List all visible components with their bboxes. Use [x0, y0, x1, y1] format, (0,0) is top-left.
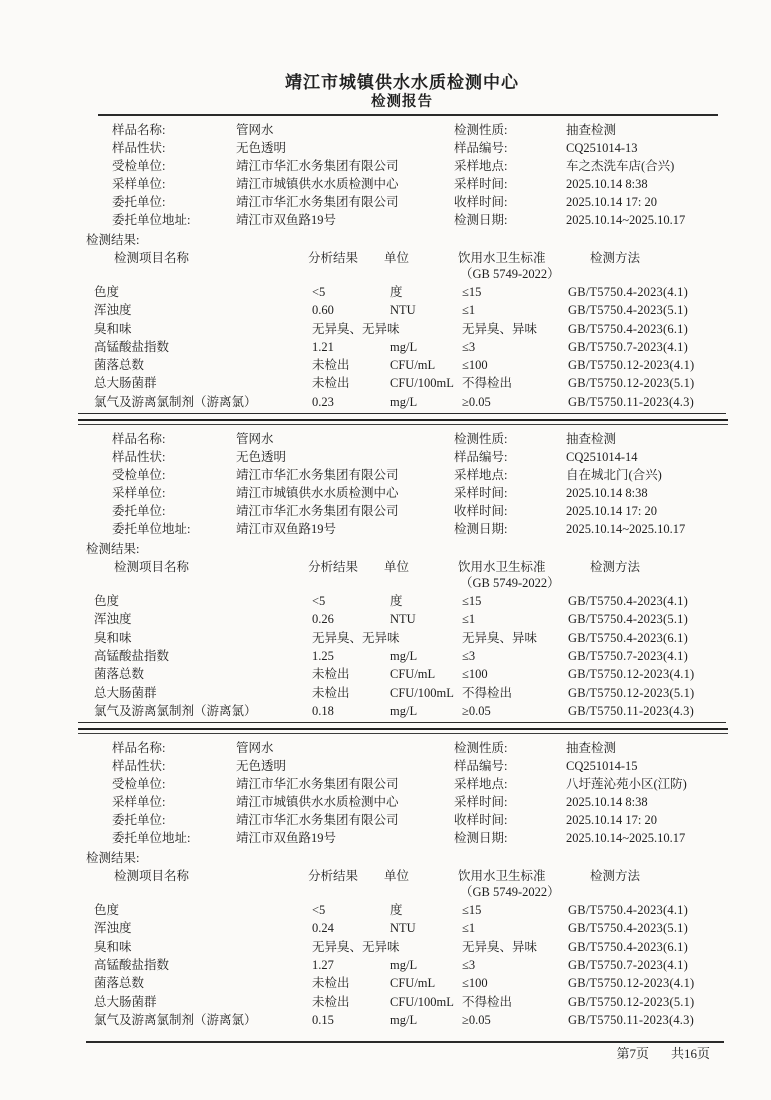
cell-method: GB/T5750.4-2023(5.1) — [568, 921, 688, 936]
cell-unit — [384, 320, 458, 338]
table-row — [86, 283, 718, 301]
footer-rule — [86, 1041, 724, 1043]
table-bottom-rule — [78, 413, 726, 414]
cell-unit: CFU/mL — [390, 667, 436, 682]
table-row — [86, 1011, 718, 1029]
table-row — [86, 974, 718, 992]
cell-standard: 无异臭、异味 — [462, 321, 538, 336]
table-row — [86, 684, 718, 702]
column-header: 饮用水卫生标准 — [458, 869, 546, 884]
info-value: 靖江市城镇供水水质检测中心 — [236, 177, 399, 191]
info-label: 检测性质: — [454, 432, 508, 447]
cell-item-name: 臭和味 — [94, 321, 132, 336]
results-table-header — [86, 558, 718, 576]
cell-standard: ≤3 — [462, 648, 476, 663]
cell-item-name: 菌落总数 — [94, 358, 145, 373]
cell-item-name: 色度 — [94, 903, 120, 918]
info-label: 采样地点: — [454, 468, 508, 483]
info-label: 样品性状: — [112, 450, 166, 465]
info-label: 检测性质: — [454, 741, 508, 756]
column-header: 检测方法 — [590, 251, 641, 265]
cell-method: GB/T5750.11-2023(4.3) — [568, 1012, 694, 1027]
info-label: 受检单位: — [112, 777, 166, 792]
table-row — [86, 702, 718, 720]
cell-standard: ≤100 — [462, 976, 488, 991]
cell-standard: ≤1 — [462, 921, 476, 936]
cell-item-name: 氯气及游离氯制剂（游离氯） — [94, 1012, 257, 1027]
table-row — [86, 993, 718, 1011]
cell-standard: 不得检出 — [462, 994, 513, 1009]
table-row — [86, 356, 718, 374]
column-header: 饮用水卫生标准 — [458, 560, 546, 575]
info-label: 采样单位: — [112, 795, 166, 810]
info-value: 2025.10.14 17: 20 — [566, 504, 657, 519]
cell-unit: 度 — [390, 285, 403, 299]
info-value: CQ251014-15 — [566, 759, 638, 774]
info-value: 抽查检测 — [566, 432, 617, 447]
table-row — [86, 956, 718, 974]
info-value: 2025.10.14 8:38 — [566, 177, 648, 191]
table-row — [86, 301, 718, 319]
cell-method: GB/T5750.4-2023(4.1) — [568, 285, 688, 299]
cell-result: 0.18 — [312, 703, 334, 718]
cell-unit: CFU/100mL — [390, 376, 454, 391]
info-value: 靖江市城镇供水水质检测中心 — [236, 486, 399, 501]
table-row — [86, 901, 718, 919]
column-header: 分析结果 — [308, 869, 359, 884]
cell-method: GB/T5750.7-2023(4.1) — [568, 958, 688, 973]
cell-method: GB/T5750.12-2023(5.1) — [568, 685, 695, 700]
cell-result: 未检出 — [312, 685, 350, 700]
cell-standard: 不得检出 — [462, 376, 513, 391]
results-label: 检测结果: — [86, 542, 140, 557]
cell-unit: NTU — [390, 303, 416, 318]
report-title: 检测报告 — [371, 94, 433, 110]
cell-method: GB/T5750.4-2023(5.1) — [568, 303, 688, 318]
info-value: 八圩莲沁苑小区(江防) — [566, 777, 687, 792]
info-value: 2025.10.14~2025.10.17 — [566, 831, 686, 846]
column-header: 饮用水卫生标准 — [458, 251, 546, 265]
info-label: 采样时间: — [454, 795, 508, 810]
info-value: 靖江市华汇水务集团有限公司 — [236, 777, 399, 792]
info-value: 靖江市城镇供水水质检测中心 — [236, 795, 399, 810]
cell-standard: 不得检出 — [462, 685, 513, 700]
results-table-subheader-row — [86, 885, 718, 901]
cell-unit: 度 — [390, 903, 403, 918]
info-value: 靖江市双鱼路19号 — [236, 522, 337, 537]
cell-standard: ≤3 — [462, 339, 476, 354]
info-label: 检测性质: — [454, 123, 508, 137]
table-bottom-rule — [78, 722, 726, 723]
cell-item-name: 总大肠菌群 — [94, 685, 157, 700]
cell-method: GB/T5750.12-2023(5.1) — [568, 994, 695, 1009]
cell-result: 0.26 — [312, 612, 334, 627]
cell-standard: ≤100 — [462, 358, 488, 373]
table-row — [86, 665, 718, 683]
cell-method: GB/T5750.12-2023(5.1) — [568, 376, 695, 391]
info-label: 采样地点: — [454, 777, 508, 792]
info-label: 收样时间: — [454, 195, 508, 209]
cell-result: 0.23 — [312, 394, 334, 409]
cell-method: GB/T5750.12-2023(4.1) — [568, 976, 695, 991]
column-header: 检测方法 — [590, 869, 641, 884]
column-header: 单位 — [384, 869, 410, 884]
report-section-3 — [86, 739, 718, 1029]
cell-standard: ≤15 — [462, 594, 482, 609]
cell-unit — [384, 938, 458, 956]
cell-method: GB/T5750.4-2023(4.1) — [568, 594, 688, 609]
cell-result: 1.25 — [312, 648, 334, 663]
cell-method: GB/T5750.12-2023(4.1) — [568, 358, 695, 373]
cell-item-name: 臭和味 — [94, 630, 132, 645]
cell-result: <5 — [312, 903, 326, 918]
cell-item-name: 色度 — [94, 285, 120, 299]
cell-item-name: 高锰酸盐指数 — [94, 648, 170, 663]
table-row — [86, 919, 718, 937]
table-row — [86, 320, 718, 338]
cell-item-name: 总大肠菌群 — [94, 376, 157, 391]
cell-unit: mg/L — [390, 394, 418, 409]
cell-unit: mg/L — [390, 1012, 418, 1027]
info-value: 抽查检测 — [566, 123, 617, 137]
cell-result: 无异臭、无异味 — [312, 630, 400, 645]
cell-standard: ≥0.05 — [462, 1012, 491, 1027]
column-header: 检测方法 — [590, 560, 641, 575]
results-table-subheader-row — [86, 576, 718, 592]
table-row — [86, 938, 718, 956]
info-label: 委托单位地址: — [112, 213, 191, 227]
column-header: 单位 — [384, 251, 410, 265]
cell-item-name: 高锰酸盐指数 — [94, 958, 170, 973]
info-label: 委托单位: — [112, 813, 166, 828]
report-content — [86, 72, 718, 1063]
cell-method: GB/T5750.4-2023(6.1) — [568, 630, 688, 645]
cell-result: 未检出 — [312, 376, 350, 391]
cell-method: GB/T5750.11-2023(4.3) — [568, 703, 694, 718]
info-label: 受检单位: — [112, 468, 166, 483]
header-rule — [98, 114, 718, 116]
info-label: 委托单位地址: — [112, 522, 191, 537]
cell-item-name: 色度 — [94, 594, 120, 609]
page-footer — [86, 1045, 718, 1063]
cell-item-name: 氯气及游离氯制剂（游离氯） — [94, 394, 257, 409]
column-header: 单位 — [384, 560, 410, 575]
sample-info-grid — [86, 739, 718, 847]
cell-item-name: 总大肠菌群 — [94, 994, 157, 1009]
cell-standard: ≤15 — [462, 903, 482, 918]
info-value: 2025.10.14~2025.10.17 — [566, 522, 686, 537]
info-value: CQ251014-13 — [566, 141, 638, 155]
results-table-subheader-row — [86, 267, 718, 283]
results-label: 检测结果: — [86, 851, 140, 866]
cell-result: 未检出 — [312, 994, 350, 1009]
sample-info-grid — [86, 121, 718, 229]
info-value: 2025.10.14 8:38 — [566, 486, 648, 501]
info-label: 委托单位地址: — [112, 831, 191, 846]
cell-result: 0.15 — [312, 1012, 334, 1027]
table-row — [86, 647, 718, 665]
cell-result: 无异臭、无异味 — [312, 939, 400, 954]
cell-item-name: 浑浊度 — [94, 921, 132, 936]
info-label: 样品名称: — [112, 741, 166, 756]
cell-method: GB/T5750.11-2023(4.3) — [568, 394, 694, 409]
info-label: 采样单位: — [112, 177, 166, 191]
info-value: 靖江市华汇水务集团有限公司 — [236, 468, 399, 483]
info-value: 无色透明 — [236, 450, 287, 465]
column-header: 分析结果 — [308, 560, 359, 575]
results-label: 检测结果: — [86, 233, 140, 247]
cell-standard: 无异臭、异味 — [462, 630, 538, 645]
info-value: 自在城北门(合兴) — [566, 468, 662, 483]
cell-unit: CFU/mL — [390, 976, 436, 991]
info-label: 样品名称: — [112, 123, 166, 137]
table-row — [86, 374, 718, 392]
column-header: 分析结果 — [308, 251, 359, 265]
standard-subheader: （GB 5749-2022） — [460, 576, 560, 591]
info-value: 靖江市双鱼路19号 — [236, 831, 337, 846]
info-value: 2025.10.14 17: 20 — [566, 195, 657, 209]
section-separator — [78, 419, 728, 425]
info-label: 采样单位: — [112, 486, 166, 501]
info-value: 管网水 — [236, 123, 274, 137]
info-label: 委托单位: — [112, 504, 166, 519]
info-label: 检测日期: — [454, 831, 508, 846]
info-label: 检测日期: — [454, 522, 508, 537]
cell-standard: ≤1 — [462, 612, 476, 627]
info-label: 受检单位: — [112, 159, 166, 173]
info-value: 2025.10.14 8:38 — [566, 795, 648, 810]
results-table-header — [86, 867, 718, 885]
table-row — [86, 610, 718, 628]
cell-unit: 度 — [390, 594, 403, 609]
info-value: 车之杰洗车店(合兴) — [566, 159, 675, 173]
report-section-1 — [86, 121, 718, 425]
table-row — [86, 592, 718, 610]
table-row — [86, 338, 718, 356]
cell-item-name: 高锰酸盐指数 — [94, 339, 170, 354]
table-row — [86, 393, 718, 411]
cell-standard: 无异臭、异味 — [462, 939, 538, 954]
cell-unit: CFU/mL — [390, 358, 436, 373]
sample-info-grid — [86, 430, 718, 538]
column-header: 检测项目名称 — [114, 560, 190, 575]
cell-result: 无异臭、无异味 — [312, 321, 400, 336]
info-value: 管网水 — [236, 741, 274, 756]
info-value: 抽查检测 — [566, 741, 617, 756]
cell-item-name: 浑浊度 — [94, 612, 132, 627]
cell-result: <5 — [312, 594, 326, 609]
standard-subheader: （GB 5749-2022） — [460, 267, 560, 281]
column-header: 检测项目名称 — [114, 869, 190, 884]
report-section-2 — [86, 430, 718, 734]
cell-item-name: 氯气及游离氯制剂（游离氯） — [94, 703, 257, 718]
info-label: 收样时间: — [454, 504, 508, 519]
info-label: 收样时间: — [454, 813, 508, 828]
info-value: 靖江市华汇水务集团有限公司 — [236, 504, 399, 519]
cell-item-name: 浑浊度 — [94, 303, 132, 318]
cell-unit: mg/L — [390, 648, 418, 663]
cell-item-name: 菌落总数 — [94, 667, 145, 682]
cell-method: GB/T5750.4-2023(5.1) — [568, 612, 688, 627]
info-value: 管网水 — [236, 432, 274, 447]
info-label: 样品性状: — [112, 759, 166, 774]
info-label: 委托单位: — [112, 195, 166, 209]
cell-standard: ≤3 — [462, 958, 476, 973]
cell-standard: ≤15 — [462, 285, 482, 299]
cell-method: GB/T5750.7-2023(4.1) — [568, 339, 688, 354]
cell-standard: ≤100 — [462, 667, 488, 682]
info-label: 采样地点: — [454, 159, 508, 173]
cell-result: 未检出 — [312, 667, 350, 682]
column-header: 检测项目名称 — [114, 251, 190, 265]
cell-item-name: 臭和味 — [94, 939, 132, 954]
cell-result: 未检出 — [312, 358, 350, 373]
info-label: 样品编号: — [454, 759, 508, 774]
total-pages: 共16页 — [670, 1046, 710, 1062]
cell-unit: CFU/100mL — [390, 685, 454, 700]
results-table-header — [86, 249, 718, 267]
cell-unit: mg/L — [390, 339, 418, 354]
info-value: 2025.10.14 17: 20 — [566, 813, 657, 828]
info-label: 样品编号: — [454, 141, 508, 155]
table-row — [86, 629, 718, 647]
standard-subheader: （GB 5749-2022） — [460, 885, 560, 900]
info-value: 靖江市华汇水务集团有限公司 — [236, 195, 399, 209]
cell-result: 0.24 — [312, 921, 334, 936]
cell-unit: NTU — [390, 612, 416, 627]
cell-unit: mg/L — [390, 703, 418, 718]
info-label: 采样时间: — [454, 177, 508, 191]
cell-method: GB/T5750.7-2023(4.1) — [568, 648, 688, 663]
report-center-name: 靖江市城镇供水水质检测中心 — [285, 73, 519, 92]
info-label: 检测日期: — [454, 213, 508, 227]
info-label: 采样时间: — [454, 486, 508, 501]
page-number: 第7页 — [616, 1046, 649, 1062]
cell-unit: NTU — [390, 921, 416, 936]
cell-result: 1.21 — [312, 339, 334, 354]
cell-result: 0.60 — [312, 303, 334, 318]
info-value: 无色透明 — [236, 759, 287, 774]
sections-container — [86, 121, 718, 1029]
cell-unit — [384, 629, 458, 647]
info-value: 靖江市华汇水务集团有限公司 — [236, 159, 399, 173]
cell-result: 未检出 — [312, 976, 350, 991]
cell-method: GB/T5750.4-2023(4.1) — [568, 903, 688, 918]
info-label: 样品性状: — [112, 141, 166, 155]
cell-standard: ≤1 — [462, 303, 476, 318]
cell-method: GB/T5750.12-2023(4.1) — [568, 667, 695, 682]
cell-result: 1.27 — [312, 958, 334, 973]
section-separator — [78, 728, 728, 734]
info-value: 靖江市华汇水务集团有限公司 — [236, 813, 399, 828]
cell-method: GB/T5750.4-2023(6.1) — [568, 321, 688, 336]
info-label: 样品编号: — [454, 450, 508, 465]
cell-unit: mg/L — [390, 958, 418, 973]
cell-standard: ≥0.05 — [462, 394, 491, 409]
info-label: 样品名称: — [112, 432, 166, 447]
cell-method: GB/T5750.4-2023(6.1) — [568, 939, 688, 954]
cell-result: <5 — [312, 285, 326, 299]
info-value: 2025.10.14~2025.10.17 — [566, 213, 686, 227]
info-value: CQ251014-14 — [566, 450, 638, 465]
cell-item-name: 菌落总数 — [94, 976, 145, 991]
info-value: 靖江市双鱼路19号 — [236, 213, 337, 227]
info-value: 无色透明 — [236, 141, 287, 155]
cell-unit: CFU/100mL — [390, 994, 454, 1009]
cell-standard: ≥0.05 — [462, 703, 491, 718]
